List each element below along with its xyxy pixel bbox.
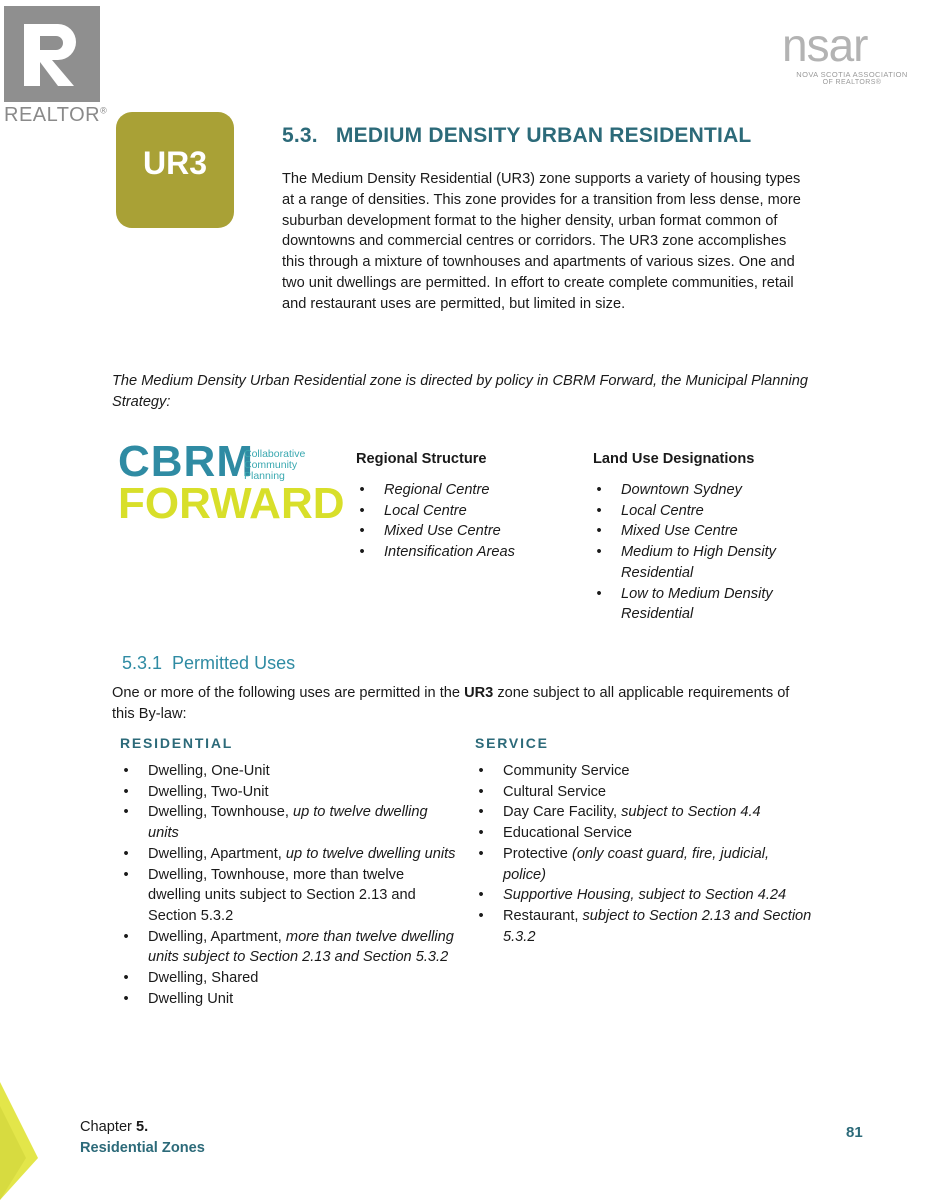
- regional-structure-heading: Regional Structure: [356, 451, 487, 467]
- footer-triangle-decoration: [0, 1082, 40, 1200]
- policy-note: The Medium Density Urban Residential zone is directed by policy in CBRM Forward, the Municipal Planning Strategy:: [112, 373, 808, 410]
- residential-heading: RESIDENTIAL: [120, 735, 234, 751]
- permitted-uses-intro: One or more of the following uses are permitted in the UR3 zone subject to all applicable requirements of this By-law:: [112, 685, 790, 722]
- service-heading: SERVICE: [475, 735, 549, 751]
- forward-logo-word: FORWARD: [118, 479, 345, 528]
- service-list: [475, 761, 815, 947]
- list-item: • Mixed Use Centre: [359, 523, 501, 540]
- realtor-logo: [4, 6, 100, 102]
- list-item: • Downtown Sydney: [596, 482, 742, 498]
- permitted-uses-heading: 5.3.1 Permitted Uses: [122, 653, 296, 673]
- regional-structure-list: [356, 480, 576, 563]
- list-item: • Mixed Use Centre: [596, 523, 738, 540]
- page-number: 81: [846, 1124, 863, 1141]
- list-item: • Dwelling, Apartment, more than twelve dwelling units subject to Section 2.13 and Section 5.3.2: [123, 928, 454, 966]
- list-item: • Medium to High Density Residential: [596, 544, 776, 581]
- realtor-r-icon: [18, 20, 84, 90]
- list-item: • Low to Medium Density Residential: [596, 585, 773, 623]
- list-item: • Supportive Housing, subject to Section 4.24: [478, 887, 787, 904]
- list-item: • Day Care Facility, subject to Section 4.4: [478, 804, 761, 821]
- residential-list: [120, 761, 460, 1009]
- section-title: 5.3. MEDIUM DENSITY URBAN RESIDENTIAL: [282, 124, 752, 147]
- list-item: • Dwelling Unit: [123, 990, 234, 1007]
- list-item: • Dwelling, Townhouse, up to twelve dwelling units: [123, 804, 428, 842]
- list-item: • Educational Service: [478, 825, 632, 842]
- nsar-subtitle: NOVA SCOTIA ASSOCIATION: [796, 70, 908, 79]
- nsar-subtitle-2: OF REALTORS®: [822, 79, 882, 86]
- list-item: • Protective (only coast guard, fire, judicial, police): [478, 845, 770, 883]
- list-item: • Dwelling, Shared: [123, 970, 259, 987]
- list-item: • Local Centre: [359, 502, 467, 519]
- list-item: • Dwelling, Townhouse, more than twelve dwelling units subject to Section 2.13 and Section 5.3.2: [123, 866, 416, 924]
- list-item: • Dwelling, One-Unit: [123, 763, 270, 779]
- list-item: • Restaurant, subject to Section 2.13 and Section 5.3.2: [478, 907, 812, 945]
- list-item: • Regional Centre: [359, 482, 490, 498]
- list-item: • Intensification Areas: [359, 544, 515, 561]
- cbrm-logo-tagline: Collaborative Community Planning: [244, 448, 306, 482]
- section-intro: The Medium Density Residential (UR3) zone supports a variety of housing types at a range of densities. This zone provides for a transition from less dense, more suburban development format to the higher density, urban format common of downtowns and commercial centres or corridors. The UR3 zone accomplishes this through a mixture of townhouses and apartments of various sizes. One and two unit dwellings are permitted. In effort to create complete communities, retail and restaurant uses are permitted, but limited in size.: [282, 171, 801, 312]
- list-item: • Cultural Service: [478, 783, 607, 800]
- land-use-list: [593, 480, 813, 625]
- list-item: • Local Centre: [596, 502, 704, 519]
- cbrm-logo-word: CBRM: [118, 437, 254, 486]
- footer-chapter-name: Residential Zones: [80, 1140, 205, 1156]
- list-item: • Community Service: [478, 763, 630, 779]
- zone-badge: [116, 112, 234, 228]
- realtor-wordmark: REALTOR®: [4, 104, 108, 126]
- list-item: • Dwelling, Two-Unit: [123, 783, 269, 800]
- land-use-heading: Land Use Designations: [593, 451, 755, 467]
- footer-chapter: Chapter 5.: [80, 1119, 149, 1135]
- zone-badge-label: UR3: [142, 144, 207, 181]
- list-item: • Dwelling, Apartment, up to twelve dwelling units: [123, 845, 456, 862]
- nsar-logo: nsar: [782, 19, 868, 71]
